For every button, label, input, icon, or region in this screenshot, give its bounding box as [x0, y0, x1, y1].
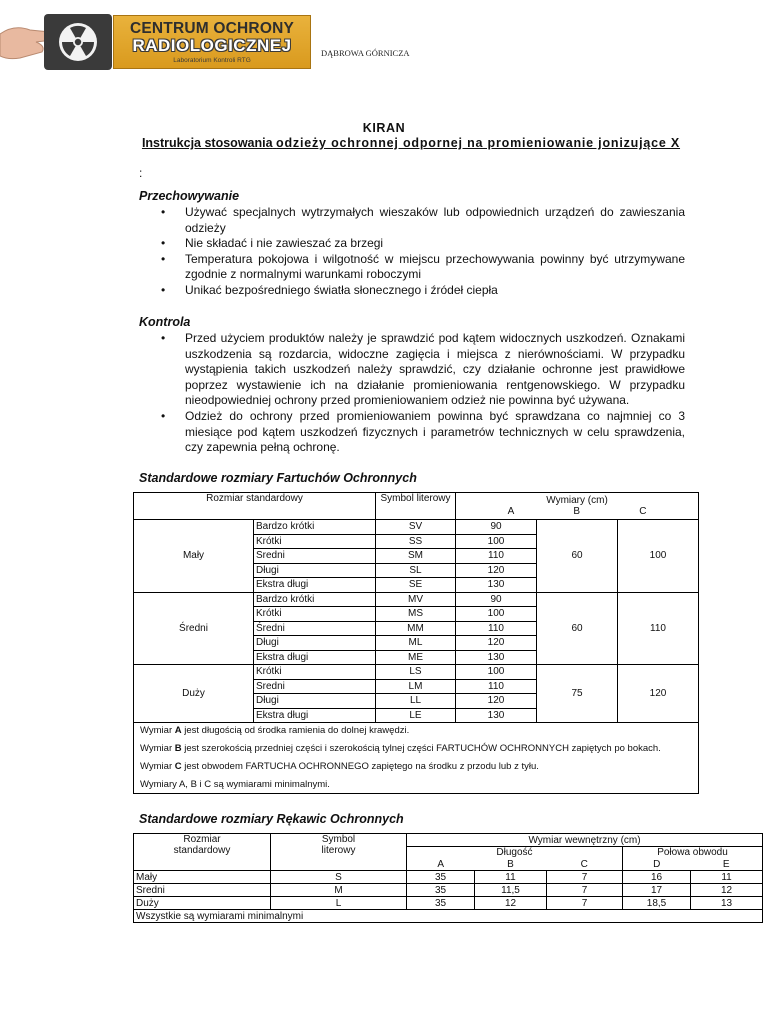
cell-symbol: S [271, 871, 407, 884]
cell-a: 100 [456, 665, 537, 680]
logo-line-2: RADIOLOGICZNEJ [132, 36, 292, 55]
table-header-row [134, 834, 763, 847]
cell-length: Sredni [254, 679, 376, 694]
cell-a: 110 [456, 679, 537, 694]
radiation-icon [52, 20, 104, 64]
group-name: Duży [134, 665, 254, 723]
cell-a: 35 [407, 871, 475, 884]
header-b: B [475, 859, 547, 871]
header-symbol: Symbol literowy [271, 834, 407, 871]
document-subtitle [0, 136, 768, 150]
cell-length: Bardzo krótki [254, 520, 376, 535]
cell-e: 12 [691, 884, 763, 897]
cell-a: 90 [456, 592, 537, 607]
cell-c: 7 [547, 884, 623, 897]
table-footer: Wszystkie są wymiarami minimalnymi [134, 910, 763, 923]
cell-a: 35 [407, 884, 475, 897]
section-heading-storage: Przechowywanie [139, 189, 240, 203]
cell-symbol: SM [376, 549, 456, 564]
cell-b: 11 [475, 871, 547, 884]
list-item: • Temperatura pokojowa i wilgotność w miejscu przechowywania powinny być utrzymywane zgodnie z normalnymi warunkami roboczymi [161, 251, 685, 282]
cell-length: Długi [254, 636, 376, 651]
table-row [134, 592, 699, 607]
cell-symbol: SS [376, 534, 456, 549]
cell-b: 11,5 [475, 884, 547, 897]
table-row [134, 884, 763, 897]
header-dimensions [456, 493, 699, 520]
cell-symbol: LE [376, 708, 456, 723]
note-b: Wymiar B jest szerokością przedniej części i szerokością tylnej części FARTUCHÓW OCHRONNYCH zapiętych po bokach. [140, 743, 661, 754]
cell-c: 110 [618, 592, 699, 665]
cell-a: 100 [456, 534, 537, 549]
cell-symbol: MV [376, 592, 456, 607]
cell-symbol: SL [376, 563, 456, 578]
cell-length: Krótki [254, 607, 376, 622]
note-c: Wymiar C jest obwodem FARTUCHA OCHRONNEGO zapiętego na środku z przodu lub z tyłu. [140, 761, 539, 772]
section-heading-control: Kontrola [139, 315, 191, 329]
header-dimensions-label: Wymiary (cm) [546, 495, 608, 506]
table2-heading: Standardowe rozmiary Rękawic Ochronnych [139, 812, 404, 826]
table-row [134, 520, 699, 535]
cell-d: 16 [623, 871, 691, 884]
cell-symbol: SV [376, 520, 456, 535]
radiation-logo [44, 14, 112, 70]
cell-length: Długi [254, 563, 376, 578]
cell-length: Ekstra długi [254, 650, 376, 665]
header-a: A [407, 859, 475, 871]
cell-a: 90 [456, 520, 537, 535]
header-c: C [639, 506, 647, 517]
cell-a: 130 [456, 708, 537, 723]
list-item: • Nie składać i nie zawieszać za brzegi [161, 236, 384, 251]
cell-b: 60 [537, 592, 618, 665]
header-half-circumference: Połowa obwodu [623, 847, 763, 859]
table-row [134, 871, 763, 884]
header-b: B [573, 506, 581, 517]
header-a: A [507, 506, 515, 517]
list-item: • Unikać bezpośredniego światła słonecznego i źródeł ciepła [161, 282, 498, 297]
table-row [134, 897, 763, 910]
group-name: Mały [134, 520, 254, 593]
cell-size: Mały [134, 871, 271, 884]
group-name: Średni [134, 592, 254, 665]
logo-line-3: Laboratorium Kontroli RTG [173, 57, 251, 64]
header-inner-dimension: Wymiar wewnętrzny (cm) [407, 834, 763, 847]
cell-d: 17 [623, 884, 691, 897]
subtitle-part-1: Instrukcja stosowania [141, 136, 273, 150]
stray-colon: : [139, 166, 143, 180]
notes-row [134, 723, 699, 794]
note-min: Wymiary A, B i C są wymiarami minimalnymi. [140, 779, 330, 790]
cell-a: 120 [456, 694, 537, 709]
cell-b: 60 [537, 520, 618, 593]
table-header-row [134, 493, 699, 520]
cell-symbol: LM [376, 679, 456, 694]
cell-symbol: SE [376, 578, 456, 593]
header-size: Rozmiar standardowy [134, 493, 376, 520]
cell-size: Duży [134, 897, 271, 910]
header-abc [458, 506, 696, 517]
header-d: D [623, 859, 691, 871]
cell-length: Średni [254, 621, 376, 636]
subtitle-part-2: odzieży ochronnej odpornej na promieniowanie jonizujące X [276, 136, 681, 150]
cell-length: Ekstra długi [254, 578, 376, 593]
cell-length: Sredni [254, 549, 376, 564]
cell-c: 100 [618, 520, 699, 593]
company-logo [113, 15, 311, 69]
cell-size: Sredni [134, 884, 271, 897]
cell-b: 75 [537, 665, 618, 723]
header-c: C [547, 859, 623, 871]
cell-length: Krótki [254, 534, 376, 549]
cell-length: Ekstra długi [254, 708, 376, 723]
city-name: DĄBROWA GÓRNICZA [321, 48, 410, 58]
cell-d: 18,5 [623, 897, 691, 910]
header-size: Rozmiar standardowy [134, 834, 271, 871]
note-a: Wymiar A jest długością od środka ramienia do dolnej krawędzi. [140, 725, 410, 736]
cell-symbol: L [271, 897, 407, 910]
notes-cell [134, 723, 699, 794]
cell-symbol: ME [376, 650, 456, 665]
cell-symbol: MS [376, 607, 456, 622]
header-length: Długość [407, 847, 623, 859]
cell-a: 110 [456, 549, 537, 564]
cell-symbol: ML [376, 636, 456, 651]
table-row [134, 665, 699, 680]
table1-heading: Standardowe rozmiary Fartuchów Ochronnych [139, 471, 417, 485]
storage-list [139, 205, 685, 299]
document-title: KIRAN [362, 121, 406, 135]
cell-c: 120 [618, 665, 699, 723]
cell-a: 130 [456, 650, 537, 665]
table-footer-row [134, 910, 763, 923]
gloves-size-table [133, 833, 763, 923]
list-item: • Używać specjalnych wytrzymałych wieszaków lub odpowiednich urządzeń do zawieszania odzieży [161, 205, 685, 235]
aprons-size-table [133, 492, 699, 794]
cell-a: 120 [456, 636, 537, 651]
cell-a: 120 [456, 563, 537, 578]
cell-length: Krótki [254, 665, 376, 680]
cell-a: 35 [407, 897, 475, 910]
cell-a: 130 [456, 578, 537, 593]
cell-symbol: M [271, 884, 407, 897]
control-list [139, 331, 685, 456]
cell-length: Długi [254, 694, 376, 709]
header-symbol: Symbol literowy [376, 493, 456, 520]
cell-c: 7 [547, 897, 623, 910]
cell-c: 7 [547, 871, 623, 884]
cell-length: Bardzo krótki [254, 592, 376, 607]
cell-a: 100 [456, 607, 537, 622]
cell-symbol: MM [376, 621, 456, 636]
cell-symbol: LL [376, 694, 456, 709]
header-e: E [691, 859, 763, 871]
cell-b: 12 [475, 897, 547, 910]
cell-symbol: LS [376, 665, 456, 680]
logo-line-1: CENTRUM OCHRONY [129, 20, 295, 37]
cell-a: 110 [456, 621, 537, 636]
list-item: • Przed użyciem produktów należy je sprawdzić pod kątem widocznych uszkodzeń. Oznakami uszkodzenia są rozdarcia, widoczne zagięcia i miejsca z nierównościami. W przypadku wystąpienia takich uszkodzeń należy sprawdzić, czy działanie ochronne jest prawidłowe poprzez wystawienie ich na działanie promieniowania rentgenowskiego. W przypadku nieodpowiedniej ochrony przed promieniowaniem odzież nie powinna być używana. [161, 331, 685, 408]
list-item: • Odzież do ochrony przed promieniowaniem powinna być sprawdzana co najmniej co 3 miesiące pod kątem uszkodzeń fizycznych i parametrów technicznych w celu sprawdzenia, czy zapewnia pełną ochronę. [161, 408, 685, 455]
cell-e: 13 [691, 897, 763, 910]
cell-e: 11 [691, 871, 763, 884]
